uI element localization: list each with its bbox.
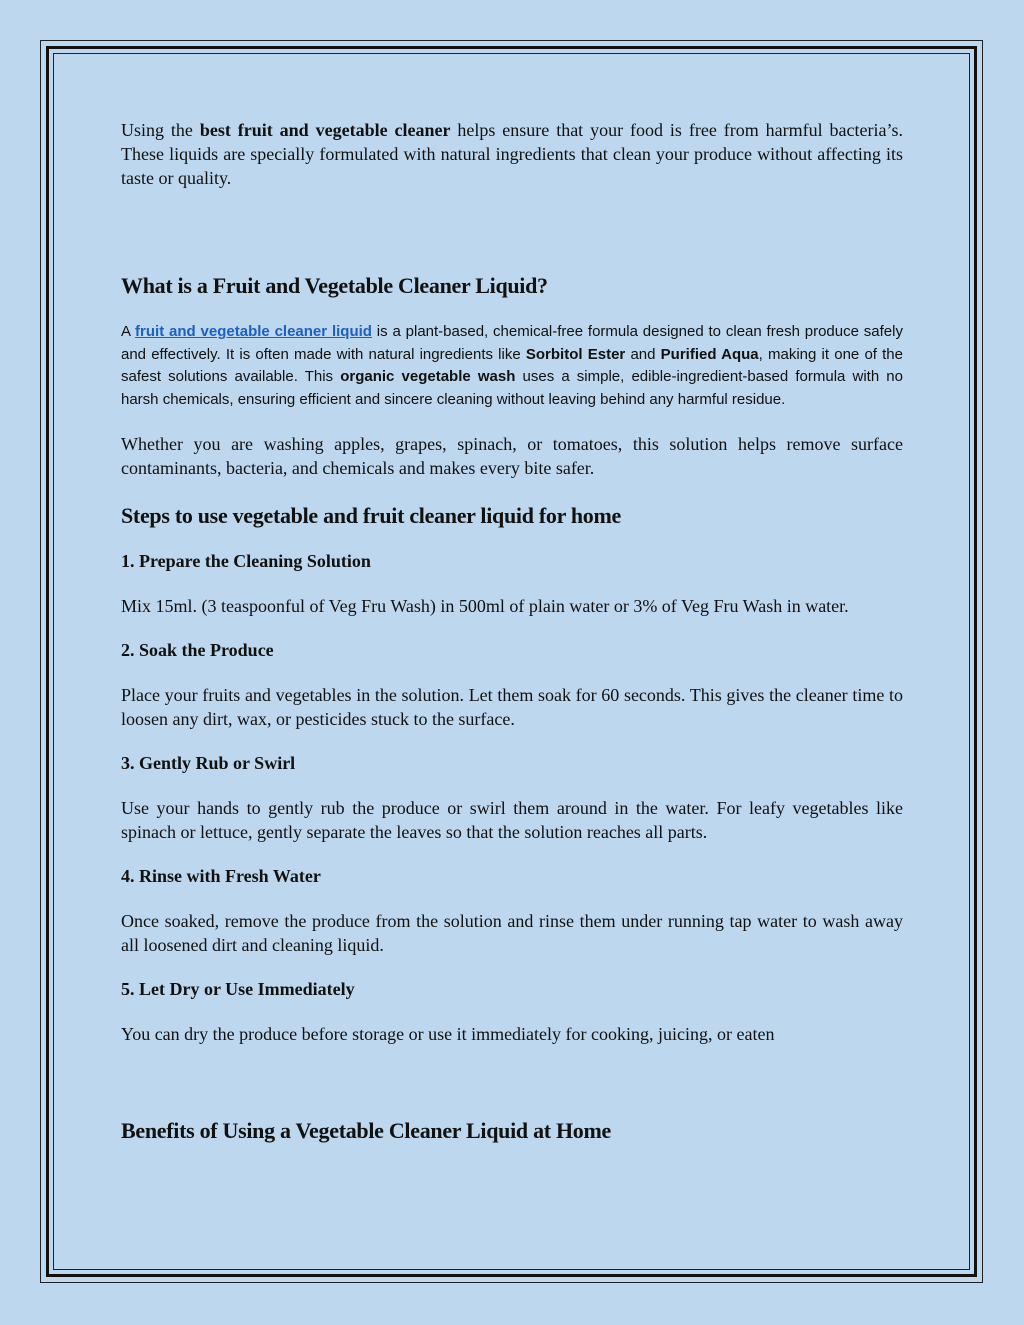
ingredient-sorbitol-ester: Sorbitol Ester (525, 345, 626, 363)
step-title: 5. Let Dry or Use Immediately (121, 979, 355, 999)
step-text: Once soaked, remove the produce from the solution and rinse them under running tap water to wash away all loosened dirt and cleaning liquid. (121, 911, 903, 955)
ingredient-purified-aqua: Purified Aqua (660, 345, 759, 363)
definition-paragraph (121, 321, 903, 411)
definition-text-e: uses a simple, edible-ingredient-based formula with no harsh chemicals, ensuring efficient and sincere cleaning without leaving behind any harmful residue. (121, 368, 903, 408)
intro-paragraph (121, 118, 903, 190)
definition-text-c: and (625, 345, 661, 363)
step-text: You can dry the produce before storage or use it immediately for cooking, juicing, or eaten (121, 1024, 775, 1044)
step-text: Mix 15ml. (3 teaspoonful of Veg Fru Wash) in 500ml of plain water or 3% of Veg Fru Wash in water. (121, 596, 849, 616)
step-title: 2. Soak the Produce (121, 640, 274, 660)
step-text: Use your hands to gently rub the produce or swirl them around in the water. For leafy vegetables like spinach or lettuce, gently separate the leaves so that the solution reaches all parts. (121, 798, 903, 842)
intro-bold-phrase: best fruit and vegetable cleaner (199, 120, 451, 140)
definition-text-a: A (121, 323, 136, 340)
intro-text-start: Using the (121, 120, 200, 140)
section-heading-benefits: Benefits of Using a Vegetable Cleaner Liquid at Home (121, 1118, 611, 1143)
step-text: Place your fruits and vegetables in the solution. Let them soak for 60 seconds. This gives the cleaner time to loosen any dirt, wax, or pesticides stuck to the surface. (121, 685, 903, 729)
section-heading-steps: Steps to use vegetable and fruit cleaner liquid for home (121, 503, 621, 528)
definition-text-d: , making it one of the safest solutions available. This (121, 345, 903, 385)
washing-paragraph: Whether you are washing apples, grapes, spinach, or tomatoes, this solution helps remove surface contaminants, bacteria, and chemicals and makes every bite safer. (121, 434, 903, 478)
step-title: 3. Gently Rub or Swirl (121, 753, 296, 773)
document-body (121, 118, 903, 1144)
step-title: 4. Rinse with Fresh Water (121, 866, 321, 886)
cleaner-liquid-link[interactable]: fruit and vegetable cleaner liquid (135, 323, 372, 340)
intro-text-end: helps ensure that your food is free from harmful bacteria’s. These liquids are specially formulated with natural ingredients that clean your produce without affecting its taste or quality. (121, 120, 904, 188)
section-heading-what-is: What is a Fruit and Vegetable Cleaner Liquid? (121, 273, 548, 298)
step-title: 1. Prepare the Cleaning Solution (121, 551, 371, 571)
organic-vegetable-wash-phrase: organic vegetable wash (340, 368, 516, 385)
definition-text-b: is a plant-based, chemical-free formula designed to clean fresh produce safely and effectively. It is often made with natural ingredients like (121, 323, 903, 363)
